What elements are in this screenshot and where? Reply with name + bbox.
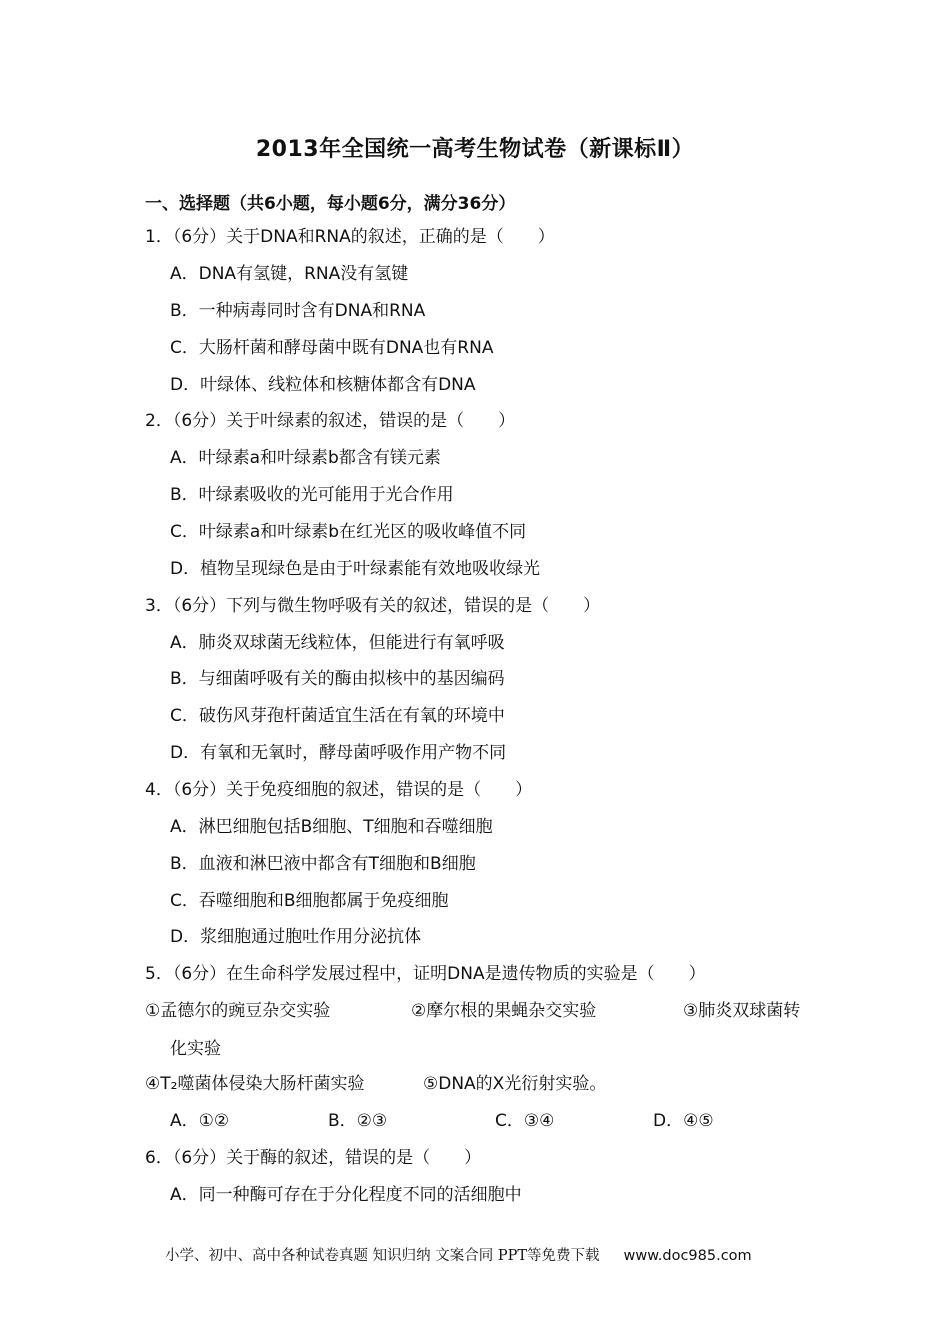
statement-3: ③肺炎双球菌转 (683, 1001, 801, 1021)
question-3-option-c: C．破伤风芽孢杆菌适宜生活在有氧的环境中 (170, 706, 505, 726)
question-1-option-d: D．叶绿体、线粒体和核糖体都含有DNA (170, 375, 476, 395)
footer (165, 1244, 752, 1265)
footer-url: www.doc985.com (623, 1248, 752, 1264)
question-5-stem: 5．（6分）在生命科学发展过程中，证明DNA是遗传物质的实验是（ ） (145, 964, 706, 984)
question-3-option-a: A．肺炎双球菌无线粒体，但能进行有氧呼吸 (170, 633, 505, 653)
question-5-option-a: A．①② (170, 1111, 230, 1131)
question-4-option-b: B．血液和淋巴液中都含有T细胞和B细胞 (170, 854, 476, 874)
question-4-stem: 4．（6分）关于免疫细胞的叙述，错误的是（ ） (145, 780, 533, 800)
question-4-option-c: C．吞噬细胞和B细胞都属于免疫细胞 (170, 891, 449, 911)
page-title: 2013年全国统一高考生物试卷（新课标Ⅱ） (255, 137, 695, 162)
question-2-option-a: A．叶绿素a和叶绿素b都含有镁元素 (170, 448, 441, 468)
footer-text: 小学、初中、高中各种试卷真题 知识归纳 文案合同 PPT等免费下载 (165, 1248, 600, 1264)
question-5-options (170, 1109, 714, 1133)
question-6-option-a: A．同一种酶可存在于分化程度不同的活细胞中 (170, 1185, 522, 1205)
question-5-option-d: D．④⑤ (653, 1111, 714, 1131)
statement-5: ⑤DNA的X光衍射实验。 (423, 1074, 607, 1094)
question-2-option-b: B．叶绿素吸收的光可能用于光合作用 (170, 485, 454, 505)
question-2-option-c: C．叶绿素a和叶绿素b在红光区的吸收峰值不同 (170, 522, 527, 542)
question-5-statements-row-2 (145, 1072, 606, 1096)
question-1-option-a: A．DNA有氢键，RNA没有氢键 (170, 264, 409, 284)
question-3-option-b: B．与细菌呼吸有关的酶由拟核中的基因编码 (170, 669, 505, 689)
question-2-stem: 2．（6分）关于叶绿素的叙述，错误的是（ ） (145, 411, 516, 431)
question-4-option-a: A．淋巴细胞包括B细胞、T细胞和吞噬细胞 (170, 817, 493, 837)
statement-3-continuation: 化实验 (170, 1039, 221, 1059)
question-4-option-d: D．浆细胞通过胞吐作用分泌抗体 (170, 927, 422, 947)
question-1-option-c: C．大肠杆菌和酵母菌中既有DNA也有RNA (170, 338, 494, 358)
question-5-option-b: B．②③ (328, 1111, 388, 1131)
question-3-option-d: D．有氧和无氧时，酵母菌呼吸作用产物不同 (170, 743, 507, 763)
question-3-stem: 3．（6分）下列与微生物呼吸有关的叙述，错误的是（ ） (145, 596, 601, 616)
statement-1: ①孟德尔的豌豆杂交实验 (145, 1001, 331, 1021)
question-5-option-c: C．③④ (495, 1111, 555, 1131)
question-5-statements-row-1 (145, 999, 800, 1023)
statement-2: ②摩尔根的果蝇杂交实验 (411, 1001, 597, 1021)
statement-4: ④T₂噬菌体侵染大肠杆菌实验 (145, 1074, 365, 1094)
question-1-stem: 1．（6分）关于DNA和RNA的叙述，正确的是（ ） (145, 227, 555, 247)
question-6-stem: 6．（6分）关于酶的叙述，错误的是（ ） (145, 1148, 482, 1168)
section-heading: 一、选择题（共6小题，每小题6分，满分36分） (145, 194, 516, 214)
question-1-option-b: B．一种病毒同时含有DNA和RNA (170, 301, 426, 321)
question-2-option-d: D．植物呈现绿色是由于叶绿素能有效地吸收绿光 (170, 559, 541, 579)
